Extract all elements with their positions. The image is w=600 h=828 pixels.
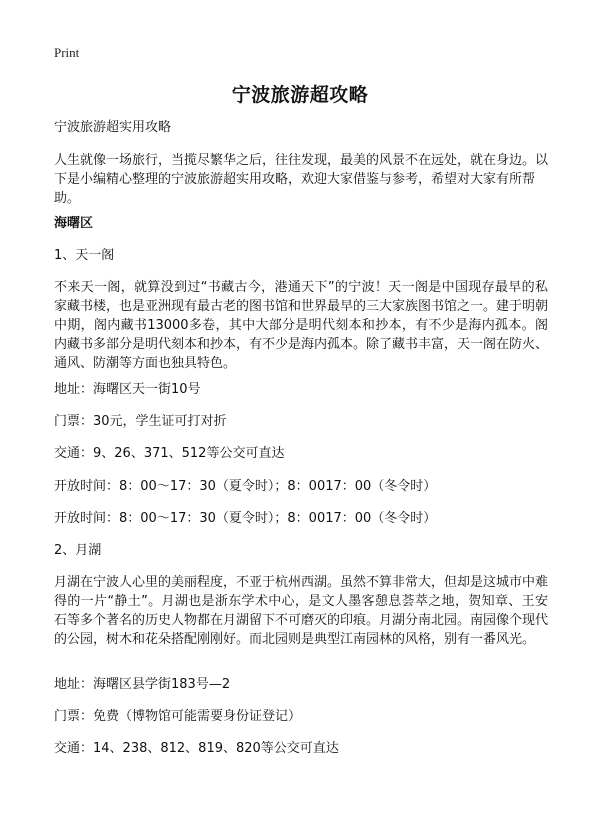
spot-address-tianyige: 地址：海曙区天一街10号 [54,382,201,397]
spot-hours-tianyige: 开放时间：8：00～17：30（夏令时）；8：0017：00（冬令时） [54,479,437,494]
spot-description-tianyige: 不来天一阁，就算没到过“书藏古今，港通天下”的宁波！天一阁是中国现存最早的私家藏书楼，也是亚洲现有最古老的图书馆和世界最早的三大家族图书馆之一。建于明朝中期，阁内藏书13000多卷，其中大部分是明代刻本和抄本，有不少是海内孤本。阁内藏书多部分是明代刻本和抄本，有不少是海内孤本。除了藏书丰富，天一阁在防火、通风、防潮等方面也独具特色。 [54,280,549,371]
spot-address-yuehu: 地址：海曙区县学街183号—2 [54,677,231,692]
spot-hours-tianyige-repeat: 开放时间：8：00～17：30（夏令时）；8：0017：00（冬令时） [54,511,437,526]
spot-transport-yuehu: 交通：14、238、812、819、820等公交可直达 [54,741,339,756]
spot-heading-tianyige: 1、天一阁 [54,248,115,263]
intro-paragraph: 人生就像一场旅行，当揽尽繁华之后，往往发现，最美的风景不在远处，就在身边。以下是小编精心整理的宁波旅游超实用攻略，欢迎大家借鉴与参考，希望对大家有所帮助。 [54,153,549,206]
spot-ticket-yuehu: 门票：免费（博物馆可能需要身份证登记） [54,709,302,724]
page-title: 宁波旅游超攻略 [231,84,369,106]
spot-heading-yuehu: 2、月湖 [54,543,102,558]
spot-ticket-tianyige: 门票：30元，学生证可打对折 [54,414,227,429]
subtitle: 宁波旅游超实用攻略 [54,120,172,135]
print-link[interactable]: Print [54,45,80,60]
section-heading: 海曙区 [54,216,94,231]
spot-description-yuehu: 月湖在宁波人心里的美丽程度，不亚于杭州西湖。虽然不算非常大，但却是这城市中难得的一片“静土”。月湖也是浙东学术中心，是文人墨客憩息荟萃之地，贺知章、王安石等多个著名的历史人物都在月湖留下不可磨灭的印痕。月湖分南北园。南园像个现代的公园，树木和花朵搭配刚刚好。而北园则是典型江南园林的风格，别有一番风光。 [54,575,549,647]
spot-transport-tianyige: 交通：9、26、371、512等公交可直达 [54,446,285,461]
